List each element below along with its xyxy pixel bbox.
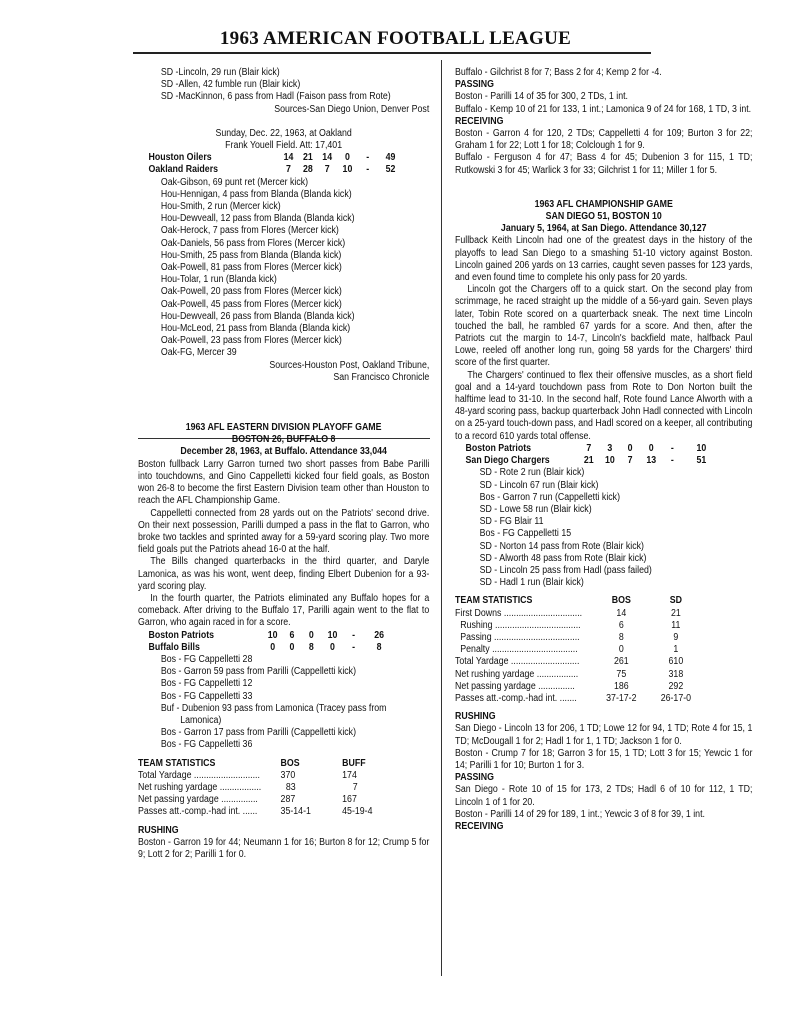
stats-row bbox=[455, 656, 707, 668]
team-name: San Diego Chargers bbox=[465, 455, 550, 467]
page-title: 1963 AMERICAN FOOTBALL LEAGUE bbox=[219, 28, 572, 49]
score-cell: 7 bbox=[324, 164, 330, 176]
stats-value: 610 bbox=[668, 656, 684, 668]
stats-label: Passing ................................... bbox=[460, 631, 580, 643]
stats-label: Net passing yardage ............... bbox=[138, 794, 258, 806]
scoring-line: Bos - FG Cappelletti 36 bbox=[160, 739, 253, 751]
stats-paragraph: San Diego - Rote 10 of 15 for 173, 2 TDs; Hadl 6 of 10 for 112, 1 TD; Lincoln 1 of 1 for 20. bbox=[455, 784, 753, 808]
score-cell: 26 bbox=[374, 629, 385, 641]
scoring-line: Oak-Powell, 45 pass from Flores (Mercer kick) bbox=[160, 298, 342, 310]
linescore-row bbox=[149, 630, 395, 642]
scoring-line: Oak-FG, Mercer 39 bbox=[160, 347, 237, 359]
team-name: Buffalo Bills bbox=[148, 641, 200, 653]
score-cell: 28 bbox=[302, 164, 313, 176]
score-cell: 21 bbox=[583, 455, 594, 467]
score-cell: 0 bbox=[270, 641, 276, 653]
score-cell: 10 bbox=[342, 164, 353, 176]
linescore-row bbox=[149, 642, 395, 654]
scoring-line: Bos - FG Cappelletti 15 bbox=[479, 528, 572, 540]
game-date: December 28, 1963, at Buffalo. Attendance 33,044 bbox=[180, 446, 387, 458]
stats-value: 45-19-4 bbox=[342, 806, 373, 818]
stats-label: Passes att.-comp.-had int. ...... bbox=[138, 806, 258, 818]
score-cell: - bbox=[366, 152, 370, 164]
score-cell: 10 bbox=[327, 629, 338, 641]
story-paragraph: Lincoln got the Chargers off to a quick start. On the second play from scrimmage, he raced straight up the middle of a 56-yard gain. Seven plays later, Tobin Rote scored on a quarterback sneak. The next time Lincoln touched the ball, he rambled 67 yards for a score. And then, after the Patriots cut the margin to 14-7, Lincoln's backfield mate, halfback Paul Lowe, reeled off another long run, going 58 yards for the Chargers' third score of the first quarter. bbox=[455, 284, 753, 369]
left-column bbox=[138, 67, 429, 861]
story-paragraph: In the fourth quarter, the Patriots eliminated any Buffalo hopes for a comeback. After driving to the Buffalo 17, Parilli again went to the flat to Garron, who again raced in for a score. bbox=[138, 592, 430, 629]
scoring-line: SD - Lowe 58 run (Blair kick) bbox=[479, 503, 592, 515]
stats-row bbox=[455, 644, 707, 656]
stats-paragraph: Boston - Parilli 14 of 35 for 300, 2 TDs, 1 int. bbox=[455, 91, 629, 103]
scoring-line: SD - FG Blair 11 bbox=[479, 516, 544, 528]
score-cell: 10 bbox=[696, 442, 707, 454]
score-cell: 0 bbox=[648, 442, 654, 454]
score-cell: - bbox=[352, 641, 356, 653]
stats-value: 287 bbox=[280, 794, 296, 806]
stats-label: Total Yardage ............................ bbox=[455, 656, 580, 668]
score-cell: 3 bbox=[607, 442, 613, 454]
stats-paragraph: Boston - Garron 4 for 120, 2 TDs; Cappelletti 4 for 109; Burton 3 for 22; Graham 1 for 22; Lott 1 for 18; Colclough 1 for 9. bbox=[455, 128, 753, 152]
section-heading: RECEIVING bbox=[455, 820, 504, 832]
story-paragraph: Fullback Keith Lincoln had one of the greatest days in the history of the playoffs to lead San Diego to a smashing 51-10 victory against Boston. Lincoln gained 206 yards on 13 carries, caught seven passes for 123 yards, and even found time to complete his only pass for 20 yards. bbox=[455, 235, 753, 284]
sources-line: Sources-San Diego Union, Denver Post bbox=[274, 103, 430, 115]
story-paragraph: Boston fullback Larry Garron turned two short passes from Babe Parilli into touchdowns, and Gino Cappelletti kicked four field goals, as Boston won 26-8 to become the first Eastern Division team other than Houston to reach the AFL Championship Game. bbox=[138, 458, 430, 507]
linescore bbox=[149, 630, 395, 654]
score-cell: 7 bbox=[586, 442, 592, 454]
team-name: Oakland Raiders bbox=[148, 164, 219, 176]
stats-value: 292 bbox=[668, 680, 684, 692]
score-cell: 0 bbox=[330, 641, 335, 653]
story-paragraph: The Chargers' continued to flex their offensive muscles, as a short field goal and a 14-yard touchdown pass from Rote to Don Norton built the halftime lead to 31-10. In the second half, Rote found Lance Alworth with a 48-yard scoring pass, backup quarterback John Hadl connected with Lincoln on a 25-yard touch-down pass, and Hadl scored on a keeper, all contributing to a record 610 yards total offense. bbox=[455, 369, 753, 442]
scoring-line: Bos - Garron 17 pass from Parilli (Cappelletti kick) bbox=[160, 727, 357, 739]
score-cell: 14 bbox=[322, 152, 333, 164]
scoring-line: Buf - Dubenion 93 pass from Lamonica (Tracey pass from Lamonica) bbox=[160, 702, 387, 726]
scoring-line: Hou-McLeod, 21 pass from Blanda (Blanda kick) bbox=[160, 323, 351, 335]
sources-line: San Francisco Chronicle bbox=[333, 371, 430, 383]
score-cell: 10 bbox=[267, 629, 278, 641]
stats-value: 26-17-0 bbox=[660, 692, 692, 704]
scoring-line: SD - Norton 14 pass from Rote (Blair kick) bbox=[479, 540, 644, 552]
stats-value: 83 bbox=[285, 781, 296, 793]
score-cell: 0 bbox=[627, 442, 633, 454]
scoring-line: Oak-Herock, 7 pass from Flores (Mercer kick) bbox=[160, 225, 339, 237]
right-column bbox=[455, 67, 752, 833]
stats-label: Net rushing yardage ................. bbox=[455, 668, 579, 680]
stats-header: TEAM STATISTICS bbox=[455, 595, 533, 607]
stats-paragraph: Buffalo - Ferguson 4 for 47; Bass 4 for 45; Dubenion 3 for 115, 1 TD; Rutkowski 3 for 45; Warlick 3 for 33; Gilchrist 1 for 11; Miller 1 for 5. bbox=[455, 152, 753, 176]
stats-header: TEAM STATISTICS bbox=[138, 757, 216, 769]
stats-paragraph: Boston - Parilli 14 of 29 for 189, 1 int.; Yewcic 3 of 8 for 39, 1 int. bbox=[455, 808, 705, 820]
score-cell: 0 bbox=[289, 641, 295, 653]
game-venue: Frank Youell Field. Att: 17,401 bbox=[225, 140, 343, 152]
stats-header: BOS bbox=[280, 757, 300, 769]
scoring-line: Bos - Garron 7 run (Cappelletti kick) bbox=[479, 491, 621, 503]
stats-value: 37-17-2 bbox=[606, 692, 637, 704]
stats-value: 9 bbox=[673, 631, 679, 643]
stats-row bbox=[138, 806, 372, 818]
scoring-list bbox=[138, 177, 429, 360]
scoring-line: Hou-Hennigan, 4 pass from Blanda (Blanda kick) bbox=[160, 188, 352, 200]
stats-value: 7 bbox=[352, 781, 358, 793]
score-cell: - bbox=[352, 629, 356, 641]
stats-paragraph: Boston - Garron 19 for 44; Neumann 1 for 16; Burton 8 for 12; Crump 5 for 9; Lott 2 for 2; Parilli 1 for 0. bbox=[138, 836, 430, 860]
stats-value: 186 bbox=[613, 680, 629, 692]
linescore-row bbox=[466, 455, 721, 467]
game-date: January 5, 1964, at San Diego. Attendance 30,127 bbox=[500, 223, 707, 235]
score-cell: 0 bbox=[308, 629, 314, 641]
score-cell: 49 bbox=[385, 152, 396, 164]
score-cell: 52 bbox=[385, 164, 396, 176]
stats-header: SD bbox=[669, 595, 682, 607]
score-cell: 51 bbox=[696, 455, 707, 467]
stats-value: 0 bbox=[618, 644, 624, 656]
section-heading: PASSING bbox=[455, 79, 494, 91]
scoring-list bbox=[138, 67, 429, 104]
stats-value: 174 bbox=[342, 769, 357, 781]
scoring-line: SD - Rote 2 run (Blair kick) bbox=[479, 467, 585, 479]
scoring-line: Oak-Gibson, 69 punt ret (Mercer kick) bbox=[160, 176, 309, 188]
score-cell: 8 bbox=[308, 641, 314, 653]
stats-header-row bbox=[455, 595, 707, 607]
scoring-line: Hou-Dewveall, 26 pass from Blanda (Blanda kick) bbox=[160, 310, 355, 322]
stats-row bbox=[455, 608, 707, 620]
stats-value: 370 bbox=[280, 769, 296, 781]
stats-paragraph: Buffalo - Gilchrist 8 for 7; Bass 2 for 4; Kemp 2 for -4. bbox=[455, 67, 662, 78]
header-rule bbox=[133, 52, 651, 54]
scoring-line: Bos - FG Cappelletti 28 bbox=[160, 653, 253, 665]
section-heading: RUSHING bbox=[455, 711, 496, 723]
stats-label: Rushing ................................... bbox=[460, 619, 581, 631]
scoring-list bbox=[455, 467, 752, 589]
section-heading: RECEIVING bbox=[455, 115, 504, 127]
stats-row bbox=[455, 669, 707, 681]
score-cell: - bbox=[366, 164, 370, 176]
stats-value: 14 bbox=[616, 607, 627, 619]
stats-value: 1 bbox=[673, 644, 679, 656]
team-name: Boston Patriots bbox=[465, 442, 532, 454]
scoring-line: Hou-Smith, 2 run (Mercer kick) bbox=[160, 201, 281, 213]
scoring-line: Bos - FG Cappelletti 33 bbox=[160, 690, 253, 702]
linescore-row bbox=[149, 152, 404, 164]
stats-value: 75 bbox=[616, 668, 627, 680]
scoring-line: Hou-Smith, 25 pass from Blanda (Blanda kick) bbox=[160, 249, 342, 261]
stats-row bbox=[455, 693, 707, 705]
stats-value: 21 bbox=[670, 607, 681, 619]
stats-header: BUFF bbox=[342, 757, 366, 769]
score-cell: 14 bbox=[283, 152, 294, 164]
stats-label: Passes att.-comp.-had int. ....... bbox=[455, 692, 577, 704]
game-result: SAN DIEGO 51, BOSTON 10 bbox=[545, 211, 662, 223]
scoring-line: SD - Alworth 48 pass from Rote (Blair kick) bbox=[479, 552, 647, 564]
score-cell: 13 bbox=[646, 455, 657, 467]
score-cell: 7 bbox=[286, 164, 291, 176]
stats-row bbox=[138, 782, 372, 794]
stats-paragraph: San Diego - Lincoln 13 for 206, 1 TD; Lowe 12 for 94, 1 TD; Rote 4 for 15, 1 TD; McDougall 1 for 2; Hadl 1 for 1, 1 TD; Jackson 1 for 0. bbox=[455, 723, 753, 747]
score-cell: 8 bbox=[376, 641, 382, 653]
stats-paragraph: Boston - Crump 7 for 18; Garron 3 for 15, 1 TD; Lott 3 for 15; Yewcic 1 for 14; Parilli 1 for 10; Burton 1 for 3. bbox=[455, 747, 753, 771]
column-divider bbox=[441, 60, 442, 976]
story-paragraph: Cappelletti connected from 28 yards out on the Patriots' second drive. On their next possession, Parilli dumped a pass in the flat to Garron, who broke two tackles and sprinted away for a 59-yard scoring play. Two more field goals put the Patriots ahead 16-0 at the half. bbox=[138, 507, 430, 556]
team-stats-table bbox=[138, 758, 372, 819]
score-cell: 0 bbox=[344, 152, 350, 164]
score-cell: 21 bbox=[302, 152, 313, 164]
story-paragraph: The Bills changed quarterbacks in the third quarter, and Daryle Lamonica, as was his wont, went deep, finding Elbert Dubenion for a 93-yard scoring play. bbox=[138, 556, 430, 592]
score-cell: - bbox=[670, 442, 674, 454]
score-cell: 10 bbox=[604, 455, 615, 467]
scoring-line: Oak-Powell, 23 pass from Flores (Mercer kick) bbox=[160, 335, 342, 347]
scoring-line: Hou-Tolar, 1 run (Blanda kick) bbox=[160, 274, 277, 286]
stats-label: Net rushing yardage ................. bbox=[138, 781, 262, 793]
score-cell: - bbox=[670, 455, 674, 467]
score-cell: 6 bbox=[289, 629, 295, 641]
stats-value: 318 bbox=[668, 668, 684, 680]
linescore-row bbox=[149, 164, 404, 176]
game-heading: 1963 AFL EASTERN DIVISION PLAYOFF GAME bbox=[185, 422, 382, 434]
scoring-line: SD - Hadl 1 run (Blair kick) bbox=[479, 577, 584, 589]
stats-value: 8 bbox=[618, 631, 624, 643]
section-heading: PASSING bbox=[455, 772, 494, 784]
game-date: Sunday, Dec. 22, 1963, at Oakland bbox=[215, 127, 352, 139]
scoring-line: Bos - Garron 59 pass from Parilli (Cappelletti kick) bbox=[160, 666, 357, 678]
scoring-line: SD -Lincoln, 29 run (Blair kick) bbox=[160, 67, 280, 78]
stats-row bbox=[138, 794, 372, 806]
scoring-line: SD -MacKinnon, 6 pass from Hadl (Faison pass from Rote) bbox=[160, 91, 391, 103]
stats-row bbox=[138, 770, 372, 782]
stats-row bbox=[455, 681, 707, 693]
scoring-line: Oak-Daniels, 56 pass from Flores (Mercer kick) bbox=[160, 237, 346, 249]
game-result: BOSTON 26, BUFFALO 8 bbox=[231, 434, 336, 446]
scoring-list bbox=[138, 654, 429, 752]
team-name: Boston Patriots bbox=[148, 629, 215, 641]
scoring-line: SD - Lincoln 67 run (Blair kick) bbox=[479, 479, 599, 491]
scoring-line: Hou-Dewveall, 12 pass from Blanda (Blanda kick) bbox=[160, 213, 355, 225]
scoring-line: Oak-Powell, 81 pass from Flores (Mercer kick) bbox=[160, 262, 342, 274]
stats-row bbox=[455, 620, 707, 632]
stats-label: Penalty ................................... bbox=[460, 644, 578, 656]
scoring-line: SD -Allen, 42 fumble run (Blair kick) bbox=[160, 79, 301, 91]
linescore bbox=[149, 152, 404, 176]
stats-header-row bbox=[138, 758, 372, 770]
score-cell: 7 bbox=[627, 455, 633, 467]
team-name: Houston Oilers bbox=[148, 152, 212, 164]
scoring-line: Oak-Powell, 20 pass from Flores (Mercer kick) bbox=[160, 286, 342, 298]
sources-line: Sources-Houston Post, Oakland Tribune, bbox=[269, 359, 430, 371]
stats-value: 11 bbox=[671, 619, 681, 631]
game-heading: 1963 AFL CHAMPIONSHIP GAME bbox=[534, 198, 673, 210]
stats-row bbox=[455, 632, 707, 644]
stats-label: First Downs ................................ bbox=[455, 607, 583, 619]
stats-value: 35-14-1 bbox=[280, 806, 311, 818]
stats-label: Net passing yardage ............... bbox=[455, 680, 575, 692]
linescore-row bbox=[466, 443, 721, 455]
linescore bbox=[466, 443, 721, 467]
scoring-line: Bos - FG Cappelletti 12 bbox=[160, 678, 253, 690]
team-stats-table bbox=[455, 595, 707, 705]
stats-header: BOS bbox=[611, 595, 631, 607]
section-heading: RUSHING bbox=[138, 824, 179, 836]
scoring-line: SD - Lincoln 25 pass from Hadl (pass failed) bbox=[479, 564, 652, 576]
stats-value: 167 bbox=[342, 794, 357, 806]
stats-value: 6 bbox=[618, 619, 624, 631]
stats-label: Total Yardage ........................... bbox=[138, 769, 260, 781]
stats-paragraph: Buffalo - Kemp 10 of 21 for 133, 1 int.; Lamonica 9 of 24 for 168, 1 TD, 3 int. bbox=[455, 103, 752, 115]
stats-value: 261 bbox=[613, 656, 629, 668]
